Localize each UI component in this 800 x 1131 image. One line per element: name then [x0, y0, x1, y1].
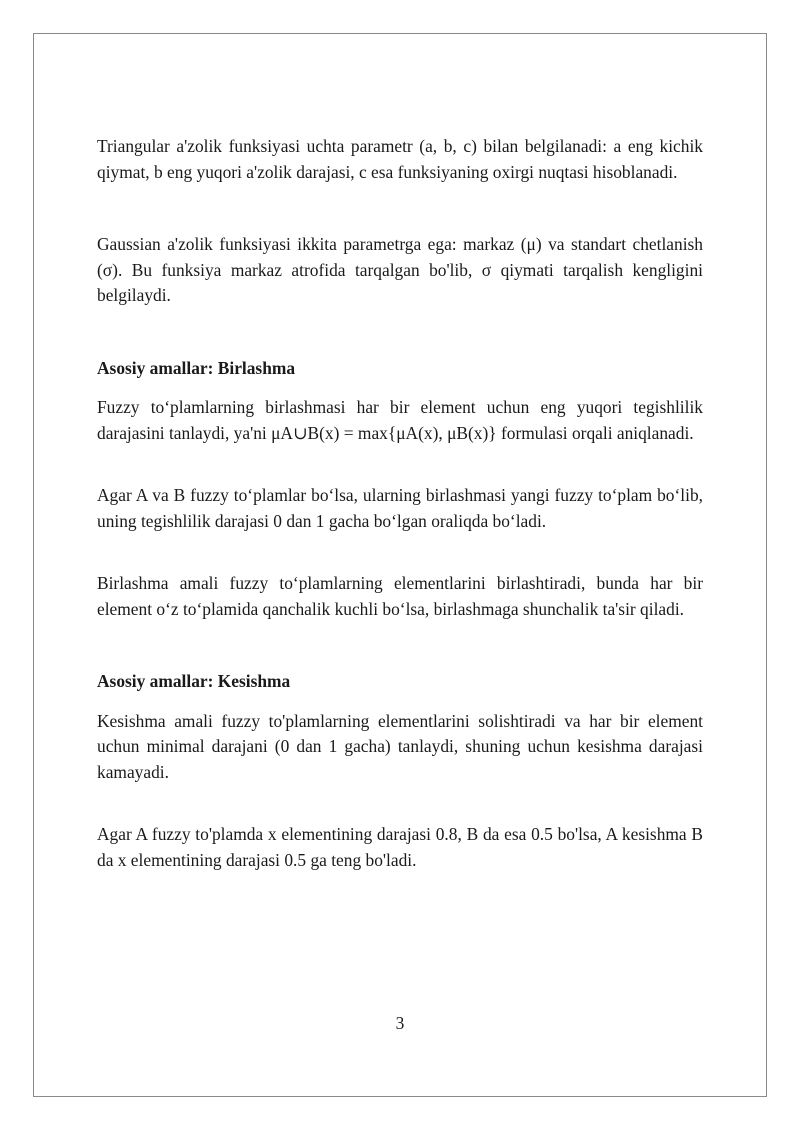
- page-content: [97, 134, 703, 873]
- heading-kesishma: Asosiy amallar: Kesishma: [97, 671, 291, 691]
- paragraph-kesishma-description: Kesishma amali fuzzy to'plamlarning elementlarini solishtiradi va har bir element uchun minimal darajani (0 dan 1 gacha) tanlaydi, shuning uchun kesishma darajasi kamayadi.: [97, 710, 703, 782]
- page-number: 3: [395, 1013, 405, 1033]
- heading-birlashma: Asosiy amallar: Birlashma: [97, 357, 296, 378]
- paragraph-birlashma-formula: Fuzzy to‘plamlarning birlashmasi har bir element uchun eng yuqori tegishlilik darajasini tanlaydi, ya'ni μA∪B(x) = max{μA(x), μB(x)} formulasi orqali aniqlanadi.: [97, 397, 703, 443]
- paragraph-gaussian: Gaussian a'zolik funksiyasi ikkita parametrga ega: markaz (μ) va standart chetlanish (σ). Bu funksiya markaz atrofida tarqalgan bo'lib, σ qiymati tarqalish kengligini belgilaydi.: [97, 234, 703, 305]
- paragraph-birlashma-example: Agar A va B fuzzy to‘plamlar bo‘lsa, ularning birlashmasi yangi fuzzy to‘plam bo‘lib, uning tegishlilik darajasi 0 dan 1 gacha bo‘lgan oraliqda bo‘ladi.: [97, 485, 703, 531]
- paragraph-birlashma-description: Birlashma amali fuzzy to‘plamlarning elementlarini birlashtiradi, bunda har bir element o‘z to‘plamida qanchalik kuchli bo‘lsa, birlashmaga shunchalik ta'sir qiladi.: [97, 573, 703, 619]
- paragraph-triangular: Triangular a'zolik funksiyasi uchta parametr (a, b, c) bilan belgilanadi: a eng kichik qiymat, b eng yuqori a'zolik darajasi, c esa funksiyaning oxirgi nuqtasi hisoblanadi.: [97, 136, 703, 182]
- paragraph-kesishma-example: Agar A fuzzy to'plamda x elementining darajasi 0.8, B da esa 0.5 bo'lsa, A kesishma B da x elementining darajasi 0.5 ga teng bo'ladi.: [97, 824, 703, 870]
